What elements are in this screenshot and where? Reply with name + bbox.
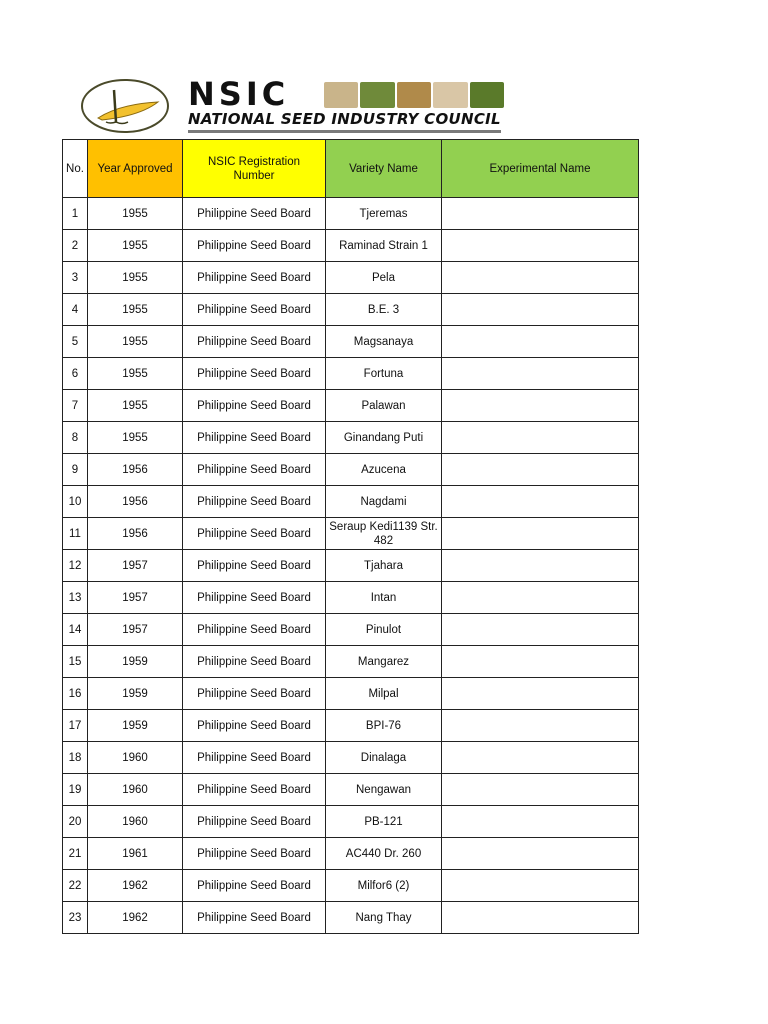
seed-tile [470, 82, 504, 108]
cell-year: 1956 [88, 518, 183, 550]
brand-title: NSIC [188, 75, 290, 113]
cell-no: 10 [63, 486, 88, 518]
seed-image-strip [324, 82, 504, 108]
cell-year: 1956 [88, 454, 183, 486]
cell-registration: Philippine Seed Board [183, 870, 326, 902]
cell-variety: AC440 Dr. 260 [326, 838, 442, 870]
cell-registration: Philippine Seed Board [183, 358, 326, 390]
cell-variety: Raminad Strain 1 [326, 230, 442, 262]
cell-experimental [442, 422, 639, 454]
table-row [63, 838, 639, 870]
cell-year: 1959 [88, 646, 183, 678]
seed-tile [397, 82, 431, 108]
nsic-logo-icon [80, 78, 170, 134]
cell-experimental [442, 582, 639, 614]
cell-variety: Milfor6 (2) [326, 870, 442, 902]
cell-year: 1961 [88, 838, 183, 870]
cell-experimental [442, 358, 639, 390]
cell-registration: Philippine Seed Board [183, 774, 326, 806]
cell-variety: B.E. 3 [326, 294, 442, 326]
cell-year: 1955 [88, 422, 183, 454]
cell-variety: Tjahara [326, 550, 442, 582]
table-row [63, 742, 639, 774]
cell-year: 1962 [88, 870, 183, 902]
table-row [63, 294, 639, 326]
cell-year: 1955 [88, 390, 183, 422]
cell-year: 1960 [88, 774, 183, 806]
table-header-row [63, 140, 639, 198]
cell-experimental [442, 870, 639, 902]
table-row [63, 262, 639, 294]
cell-experimental [442, 294, 639, 326]
cell-year: 1956 [88, 486, 183, 518]
cell-variety: Fortuna [326, 358, 442, 390]
cell-no: 9 [63, 454, 88, 486]
cell-registration: Philippine Seed Board [183, 710, 326, 742]
cell-year: 1955 [88, 358, 183, 390]
table-row [63, 582, 639, 614]
varieties-table [62, 139, 639, 934]
cell-registration: Philippine Seed Board [183, 454, 326, 486]
table-row [63, 646, 639, 678]
cell-variety: Nang Thay [326, 902, 442, 934]
cell-variety: Pinulot [326, 614, 442, 646]
column-header-no: No. [63, 140, 88, 198]
cell-no: 18 [63, 742, 88, 774]
cell-year: 1957 [88, 614, 183, 646]
cell-no: 14 [63, 614, 88, 646]
table-row [63, 518, 639, 550]
cell-experimental [442, 902, 639, 934]
cell-no: 12 [63, 550, 88, 582]
cell-registration: Philippine Seed Board [183, 390, 326, 422]
table-row [63, 870, 639, 902]
cell-year: 1955 [88, 294, 183, 326]
cell-registration: Philippine Seed Board [183, 198, 326, 230]
cell-no: 21 [63, 838, 88, 870]
cell-registration: Philippine Seed Board [183, 806, 326, 838]
cell-no: 11 [63, 518, 88, 550]
cell-year: 1960 [88, 742, 183, 774]
cell-year: 1957 [88, 550, 183, 582]
cell-experimental [442, 806, 639, 838]
cell-variety: Palawan [326, 390, 442, 422]
cell-variety: Seraup Kedi1139 Str. 482 [326, 518, 442, 550]
cell-no: 22 [63, 870, 88, 902]
cell-year: 1959 [88, 710, 183, 742]
cell-year: 1955 [88, 326, 183, 358]
cell-variety: Ginandang Puti [326, 422, 442, 454]
cell-experimental [442, 710, 639, 742]
cell-year: 1959 [88, 678, 183, 710]
table-row [63, 550, 639, 582]
table-row [63, 486, 639, 518]
cell-registration: Philippine Seed Board [183, 646, 326, 678]
seed-tile [360, 82, 394, 108]
cell-experimental [442, 230, 639, 262]
cell-registration: Philippine Seed Board [183, 902, 326, 934]
cell-registration: Philippine Seed Board [183, 614, 326, 646]
table-body [63, 198, 639, 934]
cell-registration: Philippine Seed Board [183, 294, 326, 326]
cell-experimental [442, 550, 639, 582]
cell-no: 20 [63, 806, 88, 838]
table-row [63, 614, 639, 646]
cell-variety: Azucena [326, 454, 442, 486]
cell-registration: Philippine Seed Board [183, 678, 326, 710]
cell-no: 17 [63, 710, 88, 742]
cell-variety: Pela [326, 262, 442, 294]
cell-experimental [442, 614, 639, 646]
cell-experimental [442, 838, 639, 870]
column-header-registration: NSIC Registration Number [183, 140, 326, 198]
cell-experimental [442, 518, 639, 550]
cell-registration: Philippine Seed Board [183, 422, 326, 454]
cell-registration: Philippine Seed Board [183, 486, 326, 518]
cell-registration: Philippine Seed Board [183, 582, 326, 614]
cell-no: 3 [63, 262, 88, 294]
table-row [63, 326, 639, 358]
cell-variety: Tjeremas [326, 198, 442, 230]
cell-year: 1955 [88, 198, 183, 230]
cell-no: 4 [63, 294, 88, 326]
cell-variety: Nagdami [326, 486, 442, 518]
cell-experimental [442, 454, 639, 486]
cell-registration: Philippine Seed Board [183, 262, 326, 294]
cell-no: 5 [63, 326, 88, 358]
cell-experimental [442, 742, 639, 774]
cell-no: 2 [63, 230, 88, 262]
seed-tile [433, 82, 467, 108]
cell-year: 1955 [88, 262, 183, 294]
cell-experimental [442, 390, 639, 422]
cell-registration: Philippine Seed Board [183, 838, 326, 870]
seed-tile [324, 82, 358, 108]
cell-experimental [442, 774, 639, 806]
cell-no: 16 [63, 678, 88, 710]
cell-experimental [442, 678, 639, 710]
column-header-year: Year Approved [88, 140, 183, 198]
cell-variety: PB-121 [326, 806, 442, 838]
cell-registration: Philippine Seed Board [183, 518, 326, 550]
cell-variety: Nengawan [326, 774, 442, 806]
cell-no: 7 [63, 390, 88, 422]
cell-registration: Philippine Seed Board [183, 230, 326, 262]
cell-variety: Dinalaga [326, 742, 442, 774]
table-row [63, 198, 639, 230]
table-row [63, 390, 639, 422]
cell-no: 13 [63, 582, 88, 614]
brand-subtitle: NATIONAL SEED INDUSTRY COUNCIL [188, 110, 501, 133]
cell-no: 6 [63, 358, 88, 390]
cell-no: 1 [63, 198, 88, 230]
cell-experimental [442, 646, 639, 678]
cell-no: 15 [63, 646, 88, 678]
table-row [63, 454, 639, 486]
table-row [63, 902, 639, 934]
cell-variety: Magsanaya [326, 326, 442, 358]
table-row [63, 774, 639, 806]
table-row [63, 678, 639, 710]
cell-experimental [442, 198, 639, 230]
cell-variety: Milpal [326, 678, 442, 710]
cell-registration: Philippine Seed Board [183, 326, 326, 358]
page-header [80, 76, 550, 140]
cell-experimental [442, 486, 639, 518]
cell-experimental [442, 262, 639, 294]
cell-year: 1955 [88, 230, 183, 262]
table-row [63, 230, 639, 262]
cell-year: 1962 [88, 902, 183, 934]
cell-no: 23 [63, 902, 88, 934]
cell-registration: Philippine Seed Board [183, 550, 326, 582]
cell-variety: Mangarez [326, 646, 442, 678]
table-row [63, 422, 639, 454]
table-row [63, 806, 639, 838]
column-header-experimental: Experimental Name [442, 140, 639, 198]
cell-no: 19 [63, 774, 88, 806]
cell-no: 8 [63, 422, 88, 454]
cell-year: 1960 [88, 806, 183, 838]
cell-variety: Intan [326, 582, 442, 614]
cell-year: 1957 [88, 582, 183, 614]
column-header-variety: Variety Name [326, 140, 442, 198]
table-row [63, 710, 639, 742]
cell-variety: BPI-76 [326, 710, 442, 742]
cell-experimental [442, 326, 639, 358]
cell-registration: Philippine Seed Board [183, 742, 326, 774]
table-row [63, 358, 639, 390]
